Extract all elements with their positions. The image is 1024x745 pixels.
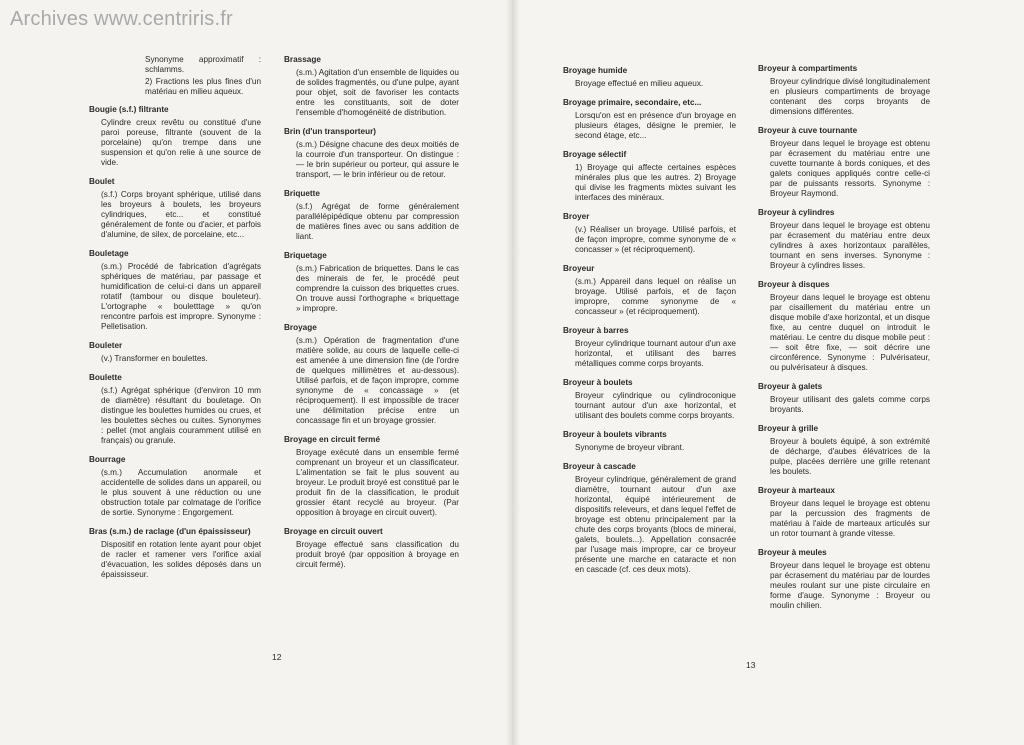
entry-term: Brassage: [284, 55, 321, 64]
glossary-entry: [563, 212, 736, 255]
entry-term: Briquetage: [284, 251, 327, 260]
glossary-entry: [89, 455, 261, 518]
entry-term: Broyeur à boulets: [563, 378, 633, 387]
glossary-entry: [563, 66, 736, 89]
book-gutter: [506, 0, 520, 745]
column-3: [563, 66, 736, 584]
entry-definition: Broyeur dans lequel le broyage est obtenu par écrasement du matériau entre deux cylindres à axes horizontaux parallèles, tournant en sens inverses. Synonyme : Broyeur à cylindres lisses.: [770, 221, 930, 270]
glossary-entry: [284, 189, 459, 242]
entry-term: Brin (d'un transporteur): [284, 127, 377, 136]
entry-list: [758, 64, 930, 611]
entry-term: Broyeur: [563, 264, 595, 273]
glossary-entry: [284, 435, 459, 518]
entry-term: Bouletage: [89, 249, 129, 258]
entry-definition: 1) Broyage qui affecte certaines espèces minérales plus que les autres. 2) Broyage qui divise les fragments mixtes suivant les interfaces des minéraux.: [575, 163, 736, 202]
entry-term: Briquette: [284, 189, 320, 198]
glossary-entry: [563, 326, 736, 369]
entry-definition: Synonyme de broyeur vibrant.: [575, 443, 685, 452]
entry-term: Broyage humide: [563, 66, 628, 75]
entry-term: Bourrage: [89, 455, 126, 464]
entry-term: Broyage primaire, secondaire, etc...: [563, 98, 702, 107]
entry-definition: Broyage effectué sans classification du produit broyé (par opposition à broyage en circuit fermé).: [296, 540, 459, 569]
entry-definition: Broyeur dans lequel le broyage est obtenu par la percussion des fragments de matériau à l'aide de marteaux articulés sur un rotor tournant à grande vitesse.: [770, 499, 930, 538]
watermark: Archives www.centriris.fr: [10, 8, 233, 30]
entry-definition: (s.m.) Accumulation anormale et accidentelle de solides dans un appareil, ou le plus souvent à une réduction ou une obstruction totale par colmatage de l'orifice de sortie. Synonyme : Engorgement.: [101, 468, 261, 517]
entry-term: Broyeur à cuve tournante: [758, 126, 858, 135]
entry-definition: (s.f.) Agrégat de forme généralement parallélépipédique obtenu par compression de matières fines avec ou sans addition de liant.: [296, 202, 459, 241]
continued-line: 2) Fractions les plus fines d'un matériau en milieu aqueux.: [145, 77, 261, 96]
glossary-entry: [563, 378, 736, 421]
glossary-entry: [89, 177, 261, 240]
glossary-entry: [758, 280, 930, 373]
entry-term: Boulet: [89, 177, 115, 186]
entry-definition: (s.m.) Appareil dans lequel on réalise un broyage. Utilisé parfois, et de façon impropre, comme synonyme de « concasseur » (et réciproquement).: [575, 277, 736, 316]
glossary-entry: [89, 105, 261, 168]
entry-definition: (s.m.) Procédé de fabrication d'agrégats sphériques de matériau, par passage et humidification de celui-ci dans un appareil rotatif (tambour ou disque bouleteur). L'ortographe « bouletttage » qu'on rencontre parfois est impropre. Synonyme : Pelletisation.: [101, 262, 261, 331]
entry-list: [284, 55, 459, 570]
entry-definition: (v.) Réaliser un broyage. Utilisé parfois, et de façon impropre, comme synonyme de « concasser » (et réciproquement).: [575, 225, 736, 254]
entry-term: Broyer: [563, 212, 590, 221]
glossary-entry: [284, 251, 459, 314]
entry-definition: Cylindre creux revêtu ou constitué d'une paroi poreuse, filtrante (souvent de la porcelaine) qu'on trempe dans une suspension et qu'on relie à une source de vide.: [101, 118, 261, 167]
glossary-entry: [758, 424, 930, 477]
glossary-entry: [284, 527, 459, 570]
entry-term: Broyage en circuit fermé: [284, 435, 381, 444]
glossary-entry: [563, 150, 736, 203]
entry-term: Broyeur à meules: [758, 548, 827, 557]
entry-definition: (s.f.) Corps broyant sphérique, utilisé dans les broyeurs à boulets, les broyeurs cylindriques, etc... et constitué généralement de fonte ou d'acier, et parfois d'alumine, de silex, de porcelaine, etc...: [101, 190, 261, 239]
entry-term: Broyage en circuit ouvert: [284, 527, 383, 536]
entry-term: Broyeur à disques: [758, 280, 830, 289]
entry-definition: Broyage effectué en milieu aqueux.: [575, 79, 704, 88]
continued-definition: [145, 55, 261, 97]
entry-definition: Broyeur dans lequel le broyage est obtenu par écrasement du matériau entre une cuvette tournante à bords coniques, et des galets coniques appliqués contre celle-ci par de puissants ressorts. Synonyme : Broyeur Raymond.: [770, 139, 930, 198]
entry-term: Broyeur à compartiments: [758, 64, 858, 73]
entry-definition: (s.m.) Désigne chacune des deux moitiés de la courroie d'un transporteur. On distingue : — le brin supérieur ou porteur, qui assure le transport, — le brin inférieur ou de retour.: [296, 140, 459, 179]
glossary-entry: [758, 486, 930, 539]
entry-definition: Broyeur dans lequel le broyage est obtenu par cisaillement du matériau entre un disque mobile d'axe horizontal, et un disque fixe, au centre duquel on introduit le matériau. Le centre du disque mobile peut : — soit être fixe, — soit décrire une circonférence. Synonyme : Pulvérisateur, ou pulvérisateur à disques.: [770, 293, 930, 372]
entry-term: Broyage sélectif: [563, 150, 627, 159]
entry-definition: (s.m.) Opération de fragmentation d'une matière solide, au cours de laquelle celle-ci est amenée à une dimension fine (de l'ordre de quelques millimètres et au-dessous). Utilisé parfois, et de façon impropre, comme synonyme de « concassage » (et réciproquement). Il est impossible de tracer une délimitation précise entre un concassage fin et un broyage grossier.: [296, 336, 459, 425]
glossary-entry: [563, 430, 736, 453]
glossary-entry: [89, 341, 261, 364]
continued-line: Synonyme approximatif : schlamms.: [145, 55, 261, 74]
entry-definition: Broyeur utilisant des galets comme corps broyants.: [770, 395, 930, 414]
glossary-entry: [89, 527, 261, 580]
entry-term: Broyeur à boulets vibrants: [563, 430, 667, 439]
glossary-entry: [563, 264, 736, 317]
entry-definition: (s.m.) Fabrication de briquettes. Dans le cas des minerais de fer, le procédé peut comprendre la cuisson des briquettes crues. On trouve aussi l'orthographe « briquettage » impropre.: [296, 264, 459, 313]
glossary-entry: [758, 382, 930, 415]
glossary-entry: [563, 462, 736, 575]
page-number-left: 12: [272, 652, 282, 662]
entry-term: Bouleter: [89, 341, 123, 350]
entry-term: Broyage: [284, 323, 317, 332]
entry-definition: Broyeur à boulets équipé, à son extrémité de décharge, d'aubes élévatrices de la pulpe, placées derrière une grille retenant les boulets.: [770, 437, 930, 476]
entry-definition: Broyeur cylindrique ou cylindroconique tournant autour d'un axe horizontal, et utilisant des boulets comme corps broyants.: [575, 391, 736, 420]
entry-term: Bras (s.m.) de raclage (d'un épaississeur): [89, 527, 251, 536]
glossary-entry: [758, 64, 930, 117]
entry-term: Broyeur à cylindres: [758, 208, 835, 217]
entry-term: Bougie (s.f.) filtrante: [89, 105, 169, 114]
glossary-entry: [284, 127, 459, 180]
entry-term: Broyeur à grille: [758, 424, 819, 433]
glossary-entry: [758, 208, 930, 271]
entry-list: [563, 66, 736, 575]
glossary-entry: [758, 548, 930, 611]
entry-term: Broyeur à marteaux: [758, 486, 835, 495]
entry-definition: (s.f.) Agrégat sphérique (d'environ 10 mm de diamètre) résultant du bouletage. On distingue les boulettes humides ou crues, et les boulettes sèches ou cuites. Synonymes : pellet (mot anglais couramment utilisé en français) ou granule.: [101, 386, 261, 445]
entry-definition: Dispositif en rotation lente ayant pour objet de racler et ramener vers l'orifice axial d'évacuation, les solides déposés dans un épaississeur.: [101, 540, 261, 579]
column-2: [284, 55, 459, 579]
entry-term: Broyeur à galets: [758, 382, 823, 391]
entry-definition: Broyeur cylindrique, généralement de grand diamètre, tournant autour d'un axe horizontal, équipé intérieurement de dispositifs releveurs, et dans lequel l'effet de broyage est obtenu principalement par la chute des corps broyants (blocs de minerai, galets, boulets...). Appellation consacrée par l'usage mais impropre, car ce broyeur présente une marche en cataracte et non en cascade (cf. ces deux mots).: [575, 475, 736, 574]
glossary-entry: [89, 373, 261, 446]
entry-definition: Broyeur dans lequel le broyage est obtenu par écrasement du matériau par de lourdes meules roulant sur une piste circulaire en forme d'auge. Synonyme : Broyeur ou moulin chilien.: [770, 561, 930, 610]
entry-definition: (s.m.) Agitation d'un ensemble de liquides ou de solides fragmentés, ou d'une pulpe, ayant pour objet, soit de favoriser les contacts entre les constituants, soit de doter l'ensemble d'homogénéité de distribution.: [296, 68, 459, 117]
entry-definition: (v.) Transformer en boulettes.: [101, 354, 208, 363]
glossary-entry: [284, 323, 459, 426]
entry-term: Broyeur à barres: [563, 326, 629, 335]
entry-term: Boulette: [89, 373, 122, 382]
entry-definition: Lorsqu'on est en présence d'un broyage en plusieurs étages, désigne le premier, le second étage, etc...: [575, 111, 736, 140]
column-1: [89, 55, 261, 589]
entry-list: [89, 105, 261, 580]
entry-definition: Broyeur cylindrique tournant autour d'un axe horizontal, et utilisant des barres métalliques comme corps broyants.: [575, 339, 736, 368]
column-4: [758, 64, 930, 620]
entry-definition: Broyage exécuté dans un ensemble fermé comprenant un broyeur et un classificateur. L'alimentation se fait le plus souvent au broyeur. Le produit broyé est constitué par le produit fin de la classification, le produit grossier étant recyclé au broyeur. (Par opposition à broyage en circuit ouvert).: [296, 448, 459, 517]
page-number-right: 13: [746, 660, 756, 670]
entry-definition: Broyeur cylindrique divisé longitudinalement en plusieurs compartiments de broyage contenant des corps broyants de dimensions différentes.: [770, 77, 930, 116]
glossary-entry: [284, 55, 459, 118]
glossary-entry: [89, 249, 261, 332]
glossary-entry: [758, 126, 930, 199]
glossary-entry: [563, 98, 736, 141]
entry-term: Broyeur à cascade: [563, 462, 636, 471]
